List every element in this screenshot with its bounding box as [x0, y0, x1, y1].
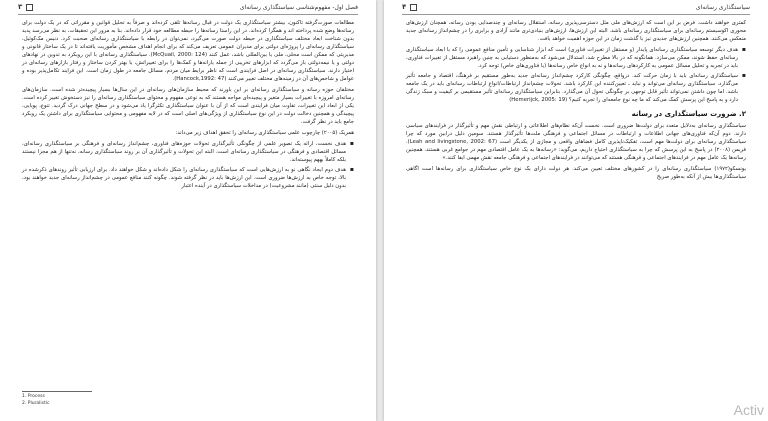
- right-section-paragraph: سیاستگذاری رسانه‌ای به‌دلایل متعدد برای دولت‌ها ضروری است. نخست آن‌که نظام‌های اطلاعاتی و ارتباطی نقش مهم و تأثیرگذار در فرایندهای سیاسی دارند. دوم آن‌که فناوری‌های جهانی اطلاعات و ارتباطات در مسائل اجتماعی و فرهنگی ملت‌ها تأثیرگذار هستند. سومین دلیل درابین مورد که چرا سیاستگذاری رسانه‌ای برای دولت‌ها مهم است، تفکیک‌ناپذیری کامل فضاهای واقعی و مجازی از یکدیگر است (Leah and livingstone, 2002: 67). فریمن (۲۰۰۸) در پاسخ به این پرسش که چرا به سیاستگذاری احتیاج داریم، می‌گوید: «رسانه‌ها به یک عامل اقتصادی مهم در جوامع غربی هستند. همچنین رسانه‌ها یک عامل مهم در فرایندهای اجتماعی و فرهنگی هستند که می‌توانند در فرایندهای اجتماعی و فرهنگی جامعه نقش مهمی ایفا کنند.»: [406, 123, 747, 161]
- left-page-number-group: [18, 3, 33, 11]
- square-icon: [26, 4, 33, 11]
- right-header-rule: [402, 14, 750, 15]
- left-paragraph: مطالعات صورت‌گرفته تاکنون، بیشتر سیاستگذاری یک دولت در قبال رسانه‌ها تلقی کرده‌اند و صرفاً به تحلیل قوانین و مقرراتی که در یک دولت برای رسانه‌ها وضع شده پرداخته اند و همگرا کرده‌اند. در این راستا رسانه‌ها را حیطه مطالعه خود قرار داده‌اند. بنا به مرور این تحقیقات، به نظر می‌رسد پدید بدون شناخت ابعاد مختلف سیاستگذاری در حیطه دولت صورت می‌گیرد، نمی‌توان در رابطه با سیاستگذاری رسانه‌ای صحبت کرد. دنیس مک‌کوئیل، سیاستگذاری رسانه‌ای را پروژه‌ای دولتی برای مدیران عمومی تعریف می‌کند که برای انجام اهداف مشخص مأموریت یافته‌اند تا در یک ساختار قانونی و مدیریتی که ممکن است محلی، ملی یا بین‌المللی باشد، عمل کنند (McQuail, 2000: 124). سیاستگذاری رسانه‌ای با این رویکرد به تدوین در نهادهای دولتی و یا نیمه‌دولتی باز می‌گردد که ابزارهای تخریبی از جمله یارانه‌ها و کمک‌ها را برای تغییراتش، یا بهتر کردن ساختار و رفتار بازارهای رسانه‌ای در اختیار دارند. سیاستگذاری رسانه‌ای در اصل فرایندی است که ناظر برایط میان مردم، مسائل جامعه در طول زمان است. این فرایند تکامل‌پذیر بوده و عوامل و شاخص‌های آن در زمینه‌های مختلف تغییر می‌کنند (Hancock,1992: 47).: [22, 20, 355, 82]
- left-page: [0, 0, 376, 421]
- right-page-number: ۴: [402, 3, 407, 11]
- right-chapter-title: سیاستگذاری رسانه‌ای: [695, 3, 750, 11]
- right-page-header: [402, 2, 750, 12]
- right-bullet-item: ▪ سیاستگذاری رسانه‌ای باید با زمان حرکت کند. درواقع، چگونگی کارکرد چشم‌انداز رسانه‌ای جدید به‌طور مستقیم بر فرهنگ، اقتصاد و جامعه تأثیر می‌گذارد. سیاستگذاری رسانه‌ای می‌تواند و نباید ـ تعیین‌کننده این کارکرد باشد. تحولات چشم‌انداز ارتباطات/انواع ارتباطات رسانه‌ای باید در یک جامعه باشد. اما چون داشتن نمی‌تواند تأثیر قابل توجهی بر چگونگی تحول آن می‌گذارد. بنابراین سیاستگذاری رسانه‌ای تأثیر مستقیمی بر کیفیت و سبک زندگی دارد و به پاسخ این پرسش کمک می‌کند که ما چه نوع جامعه‌ای را تجربه کنیم؟ (Hemerijck, 2005: 19): [406, 72, 746, 104]
- left-page-number: ۳: [18, 3, 23, 11]
- left-paragraph: مختلفان حوزه رسانه و سیاستگذاری رسانه‌ای بر این باورند که محیط سازمان‌های رسانه‌ای در این سال‌ها بسیار پیچیده‌تر شده است. سازمان‌های رسانه‌ای امروزه با تغییرات بسیار متغیر و پیچیده‌ای مواجه هستند که به نوعی مفهوم و محتوای سیاستگذاری رسانه‌ای را نیز دستخوش تغییر کرده است. یکی از ابعاد این تغییرات، تفاوت میان فرایندی است که از آن با عنوان سیاستگذاری تکثرگرا یاد می‌شود و در سطح جهانی درک گردید. تنوع، پویایی، پیچیدگی و همچنین دخالت دولت در این نوع سیاستگذاری از ویژگی‌های اصلی است که در لایه مفهومی و محتوایی سیاستگذاری برای داشتن یک رویکرد جامع باید در نظر گرفت.: [22, 87, 354, 125]
- square-icon: [410, 4, 417, 11]
- left-paragraph: همریک (۲۰۰۵) چارچوب علمی سیاستگذاری رسانه‌ای را تحقق اهداف زیر می‌داند:: [175, 130, 354, 136]
- section-heading: ۲. ضرورت سیاستگذاری در رسانه: [631, 110, 746, 118]
- right-page: [384, 0, 768, 421]
- left-page-header: [18, 2, 358, 12]
- footnote: 2. Pluralistic: [22, 400, 50, 406]
- footnote-rule: [22, 391, 92, 392]
- left-header-rule: [18, 14, 358, 15]
- footnote: 1. Process: [22, 394, 45, 399]
- right-body-text: [406, 19, 746, 184]
- left-bullet-list: [22, 140, 354, 190]
- right-paragraph: کمتری خواهند داشت. فرض بر این است که ارزش‌های ملی مثل دسترسی‌پذیری رسانه، استقلال رسانه‌ای و چندصدایی بودن رسانه، همچنان ارزش‌های محوری اکوسیستم رسانه‌ای برای سیاستگذاری رسانه‌ای باشد. البته این ارزش‌ها، ارزش‌های بنیادی‌تری مانند آزادی و برابری را در چشم‌انداز رسانه‌ای جدید منعکس می‌کنند. همچنین ارزش‌های جدیدی نیز با گذشت زمان در این حوزه اهمیت خواهد یافت.: [406, 20, 746, 42]
- left-chapter-title: فصل اول- مفهوم‌شناسی سیاستگذاری رسانه‌ای: [239, 3, 358, 11]
- right-section-paragraph: یونسکو(۱۹۷۲) سیاستگذاری رسانه‌ای را در کشورهای مختلف تعیین می‌کند. هر دولت دارای یک نوع خاص سیاستگذاری برای رسانه‌ها است اگاهی سیاستگذاری‌ها بیش از آنکه به‌طور صریح: [406, 166, 746, 180]
- left-body-text: [22, 19, 354, 192]
- left-bullet-item: ▪ هدف نخست، ارائه یک تصویر علمی از چگونگی تأثیرگذاری تحولات حوزه‌های فناوری، چشم‌انداز رسانه‌ای و فرهنگی بر سیاستگذاری رسانه‌ای، مسائل اقتصادی و فرهنگی در سیاستگذاری رسانه‌ای است. البته این تحولات و تأثیرگذاری آن بر روند سیاستگذاری رسانه، نه‌تنها از هم مجزا نیستند بلکه کاملاً بههم پیوسته‌اند.: [22, 140, 354, 164]
- left-bullet-item: ▪ هدف دوم ایجاد نگاهی نو به ارزش‌هایی است که سیاستگذاری رسانه‌ای را شکل داده‌اند و شکل خواهند داد. برای ارزیابی تأثیر روندهای ذکرشده در بالا، توجه خاص به ارزش‌ها ضروری است. این ارزش‌ها باید در نظر گرفته شوند. چگونه کنند منافع عمومی در چشم‌انداز رسانه‌ای جدید خواهند بود، بدون دلیل سنتی (مانند مشروعیت) در مداخلات سیاستگذاری در آینده اعتبار: [22, 166, 354, 190]
- right-bullet-list: [406, 46, 746, 104]
- right-bullet-item: ▪ هدف دیگر توسعه سیاستگذاری رسانه‌ای پایدار (و مستقل از تغییرات فناوری) است که ابزار شناسایی و تأمین منافع عمومی را که با ابعاد سیاستگذاری رسانه‌ای حفظ شوند، ممکن می‌سازد. همانگونه که در بالا مطرح شد، استدلال می‌شود که به‌منظور دستیابی به چنین راهبرد مستقل از تغییرات فناوری، باید در تجربه و تحلیل مسائل عمومی به کارکردهای رسانه‌ها و نه به انواع خاص رسانه‌ها (یا فناوری‌های خاص) توجه کرد.: [406, 46, 746, 70]
- right-page-number-group: [402, 3, 417, 11]
- left-footnotes: [22, 391, 132, 407]
- activation-watermark: Activ: [733, 402, 764, 418]
